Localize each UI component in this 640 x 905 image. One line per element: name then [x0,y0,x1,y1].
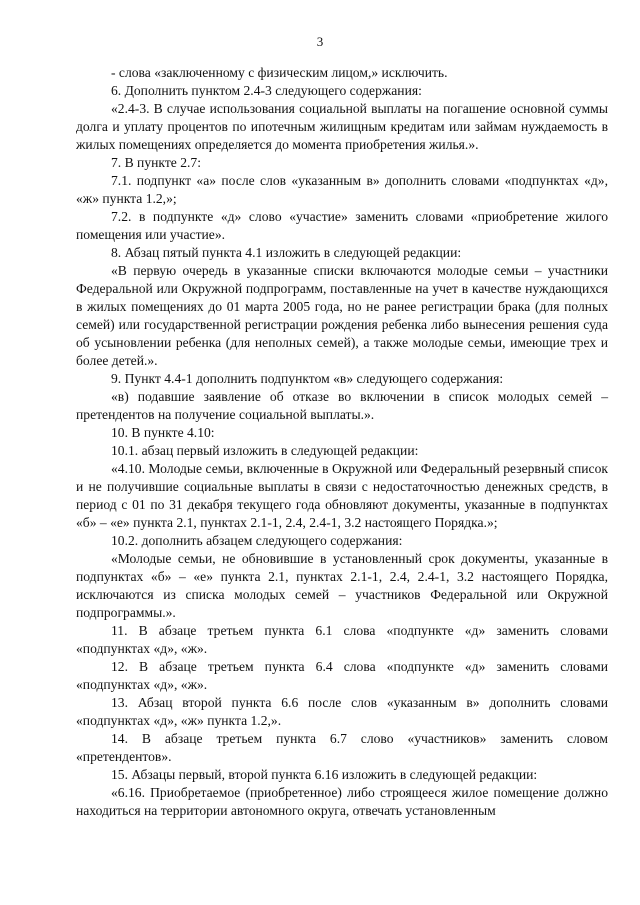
paragraph: 7.1. подпункт «а» после слов «указанным в» дополнить словами «подпунктах «д», «ж» пункта 1.2,»; [76,173,608,206]
paragraph: 9. Пункт 4.4-1 дополнить подпунктом «в» следующего содержания: [111,371,504,386]
paragraph: 14. В абзаце третьем пункта 6.7 слово «участников» заменить словом «претендентов». [76,731,608,764]
paragraph: 7. В пункте 2.7: [111,155,201,170]
paragraph: «6.16. Приобретаемое (приобретенное) либо строящееся жилое помещение должно находиться на территории автономного округа, отвечать установленным [76,785,608,818]
paragraph: 10. В пункте 4.10: [111,425,215,440]
paragraph: - слова «заключенному с физическим лицом,» исключить. [111,65,448,80]
paragraph: 10.1. абзац первый изложить в следующей редакции: [111,443,419,458]
paragraph: 6. Дополнить пунктом 2.4-3 следующего содержания: [111,83,422,98]
paragraph: «в) подавшие заявление об отказе во включении в список молодых семей – претендентов на получение социальной выплаты.». [76,389,608,422]
paragraph: «2.4-3. В случае использования социальной выплаты на погашение основной суммы долга и уплату процентов по ипотечным жилищным кредитам или займам нуждаемость в жилых помещениях определяется до момента приобретения жилья.». [76,101,608,152]
paragraph: 11. В абзаце третьем пункта 6.1 слова «подпункте «д» заменить словами «подпунктах «д», «ж». [76,623,608,656]
paragraph: «4.10. Молодые семьи, включенные в Окружной или Федеральный резервный список и не получившие социальные выплаты в связи с недостаточностью денежных средств, в период с 01 по 31 декабря текущего года обновляют документы, указанные в подпунктах «б» – «е» пункта 2.1, пунктах 2.1-1, 2.4, 2.4-1, 3.2 настоящего Порядка.»; [76,461,608,530]
paragraph: 15. Абзацы первый, второй пункта 6.16 изложить в следующей редакции: [111,767,538,782]
paragraph: 12. В абзаце третьем пункта 6.4 слова «подпункте «д» заменить словами «подпунктах «д», «ж». [76,659,608,692]
paragraph: «В первую очередь в указанные списки включаются молодые семьи – участники Федеральной или Окружной подпрограмм, поставленные на учет в качестве нуждающихся в жилых помещениях до 01 марта 2005 года, но не ранее регистрации брака (для полных семей) или государственной регистрации рождения ребенка либо вынесения решения суда об усыновлении ребенка (для неполных семей), а также молодые семьи, имеющие трех и более детей.». [76,263,608,368]
paragraph: 7.2. в подпункте «д» слово «участие» заменить словами «приобретение жилого помещения или участие». [76,209,608,242]
paragraph: 10.2. дополнить абзацем следующего содержания: [111,533,403,548]
document-body [76,64,608,820]
paragraph: «Молодые семьи, не обновившие в установленный срок документы, указанные в подпунктах «б» – «е» пункта 2.1, пунктах 2.1-1, 2.4, 2.4-1, 3.2 настоящего Порядка, исключаются из списка молодых семей – участников Федеральной или Окружной подпрограммы.». [76,551,608,620]
paragraph: 13. Абзац второй пункта 6.6 после слов «указанным в» дополнить словами «подпунктах «д», «ж» пункта 1.2,». [76,695,608,728]
page-number: 3 [316,34,324,49]
paragraph: 8. Абзац пятый пункта 4.1 изложить в следующей редакции: [111,245,462,260]
